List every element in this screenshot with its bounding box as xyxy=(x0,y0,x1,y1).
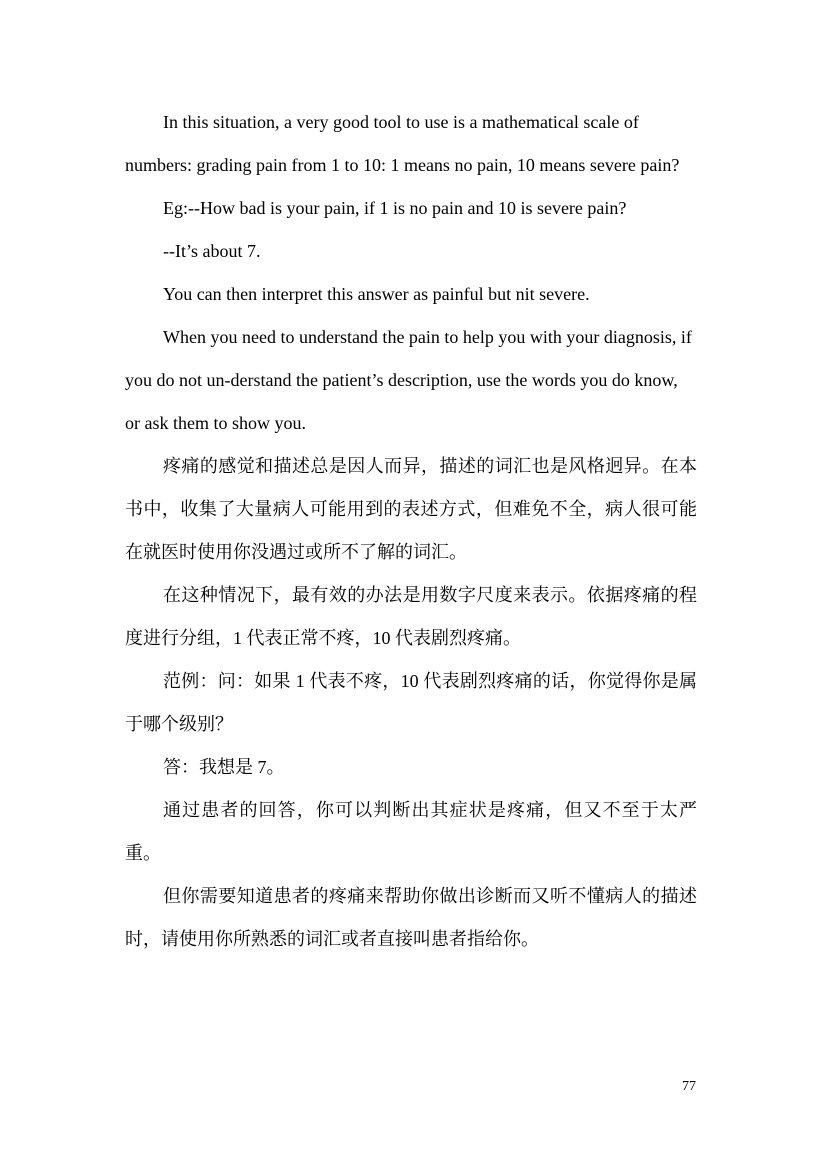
paragraph-example-answer: --It’s about 7. xyxy=(163,241,261,261)
body-text xyxy=(125,101,697,961)
paragraph-cn-example-answer: 答：我想是 7。 xyxy=(163,757,285,777)
paragraph-cn-scale: 在这种情况下，最有效的办法是用数字尺度来表示。依据疼痛的程度进行分组，1 代表正常不疼，10 代表剧烈疼痛。 xyxy=(125,585,697,648)
paragraph-cn-understanding: 但你需要知道患者的疼痛来帮助你做出诊断而又听不懂病人的描述时，请使用你所熟悉的词汇或者直接叫患者指给你。 xyxy=(125,886,697,949)
paragraph-scale-intro: In this situation, a very good tool to use is a mathematical scale of numbers: grading pain from 1 to 10: 1 means no pain, 10 means severe pain? xyxy=(125,112,680,175)
paragraph-example-question: Eg:--How bad is your pain, if 1 is no pain and 10 is severe pain? xyxy=(163,198,627,218)
paragraph-interpretation: You can then interpret this answer as painful but nit severe. xyxy=(163,284,590,304)
paragraph-cn-interpretation: 通过患者的回答，你可以判断出其症状是疼痛，但又不至于太严重。 xyxy=(125,800,697,863)
paragraph-cn-description: 疼痛的感觉和描述总是因人而异，描述的词汇也是风格迥异。在本书中，收集了大量病人可能用到的表述方式，但难免不全，病人很可能在就医时使用你没遇过或所不了解的词汇。 xyxy=(125,456,697,562)
page-number: 77 xyxy=(682,1079,696,1094)
paragraph-cn-example-question: 范例：问：如果 1 代表不疼，10 代表剧烈疼痛的话，你觉得你是属于哪个级别？ xyxy=(125,671,697,734)
paragraph-understanding: When you need to understand the pain to help you with your diagnosis, if you do not un-derstand the patient’s description, use the words you do know, or ask them to show you. xyxy=(125,327,692,433)
